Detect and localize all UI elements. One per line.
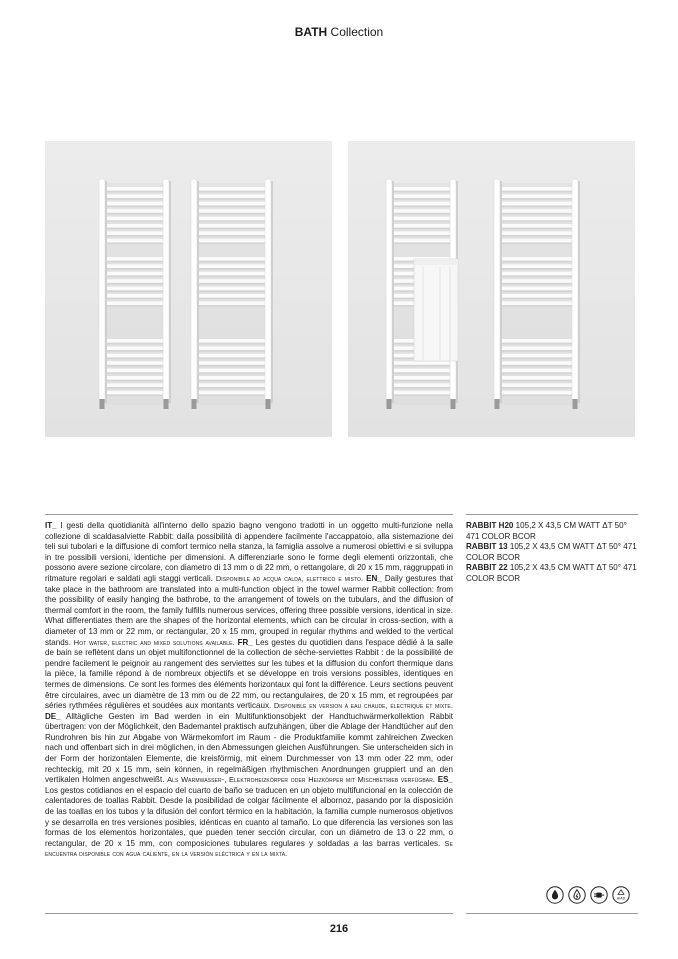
product-photo-left <box>45 141 332 437</box>
divider-bottom-left <box>45 913 453 914</box>
divider-top-right <box>466 514 638 515</box>
divider-top-left <box>45 514 453 515</box>
divider-bottom-right <box>466 913 638 914</box>
aiad-icon <box>612 886 630 904</box>
spec-item: RABBIT 13 105,2 X 43,5 CM WATT ΔT 50° 471 COLOR BCOR <box>466 542 637 562</box>
feature-icons <box>546 886 630 904</box>
towel <box>414 259 458 361</box>
brand-label: BATH <box>294 25 328 39</box>
para-it: IT_ I gesti della quotidianità all'interno dello spazio bagno vengono tradotti in un oggetto multi-funzione nella collezione di scaldasalviette Rabbit: dalla possibilità di appendere facilmente l'accappatoio, alla sistemazione dei teli sui tubolari e la diffusione di comfort termico nella stanza, la famiglia assolve a numerosi obiettivi e si sviluppa in tre possibili versioni, identiche per dimensioni. A differenziarle sono le forme degli elementi orizzontali, che possono avere sezione circolare, con diametro di 13 mm o di 22 mm, o rettangolare, di 20 x 15 mm, raggruppati in ritmature regolari e saldati agli staggi verticali. Disponibile ad acqua calda, elettrico e misto. <box>45 521 453 583</box>
description-text <box>45 521 453 860</box>
para-es: ES_ Los gestos cotidianos en el espacio del cuarto de baño se traducen en un objeto multifuncional en la colección de calentadores de toallas Rabbit. Desde la posibilidad de colgar fácilmente el albornoz, pasando por la disposición de las toallas en los tubos y la difusión del confort térmico en la habitación, la familia cumple numerosos objetivos y se desarrolla en tres versiones posibles, idénticas en cuanto al tamaño. Lo que diferencia las versiones son las formas de los elementos horizontales, que pueden tener sección circular, con un diámetro de 13 o 22 mm, o rectangular, de 20 x 15 mm, con composiciones tubulares regulares y soldadas a las barras verticales. Se encuentra disponible con agua caliente, en la versión eléctrica y en la mixta. <box>45 775 453 859</box>
para-de: DE_ Alltägliche Gesten im Bad werden in ein Multifunktionsobjekt der Handtuchwärmerkollektion Rabbit übertragen: von der Möglichkeit, den Bademantel praktisch aufzuhängen, über die Ablage der Handtücher auf den Rundrohren bis hin zur Abgabe von Wärmekomfort im Raum - die Produktfamilie kommt zahlreichen Zwecken nach und offenbart sich in drei möglichen, in den Abmessungen gleichen Ausführungen. Sie unterscheiden sich in der Form der horizontalen Elemente, die kreisförmig, mit einem Durchmesser von 13 mm oder 22 mm, oder rechteckig, mit 20 x 15 mm, sein können, in regelmäßigen rhythmischen Anordnungen gruppiert und an den vertikalen Holmen angeschweißt. Als Warmwasser-, Elektroheizkörper oder Heizkörper mit Mischbetrieb verfügbar. <box>45 711 453 785</box>
para-en: EN_ Daily gestures that take place in the bathroom are translated into a multi-function object in the towel warmer Rabbit collection: from the possibility of easily hanging the bathrobe, to the arrangement of towels on the tubulars, and the diffusion of thermal comfort in the room, the family fulfills numerous services, offering three possible versions, identical in size. What differentiates them are the shapes of the horizontal elements, which can be circular in cross-section, with a diameter of 13 mm or 22 mm, or rectangular, 20 x 15 mm, grouped in regular rhythms and welded to the vertical stands. Hot water, electric and mixed solutions available. <box>45 573 454 647</box>
water-drop-icon <box>546 886 564 904</box>
spec-item: RABBIT H20 105,2 X 43,5 CM WATT ΔT 50° 471 COLOR BCOR <box>466 521 627 541</box>
radiator-right <box>494 179 580 409</box>
spec-list <box>466 521 638 585</box>
electric-plug-icon <box>590 886 608 904</box>
page-header <box>0 25 678 39</box>
radiator-right <box>191 179 273 409</box>
collection-label: Collection <box>330 25 384 39</box>
para-fr: FR_ Les gestes du quotidien dans l'espace dédié à la salle de bain se reflètent dans un objet multifonctionnel de la collection de sèche-serviettes Rabbit : de la possibilité de pendre facilement le peignoir au rangement des serviettes sur les tubes et la diffusion du confort thermique dans la pièce, la famille répond à de nombreux objectifs et se développe en trois versions possibles, identiques en termes de dimensions. Ce sont les formes des éléments horizontaux qui font la différence. Leurs sections peuvent être circulaires, avec un diamètre de 13 mm ou de 22 mm, ou rectangulaires, de 20 x 15 mm, et regroupées par séries rythmées régulières et soudées aux montants verticaux. Disponible en version à eau chaude, électrique et mixte. <box>45 637 454 711</box>
svg-text:AIAD: AIAD <box>616 896 626 901</box>
spec-item: RABBIT 22 105,2 X 43,5 CM WATT ΔT 50° 471 COLOR BCOR <box>466 563 637 583</box>
radiator-left <box>99 179 171 409</box>
mixed-drop-icon <box>568 886 586 904</box>
page-number: 216 <box>329 923 349 935</box>
product-photo-right <box>348 141 635 437</box>
